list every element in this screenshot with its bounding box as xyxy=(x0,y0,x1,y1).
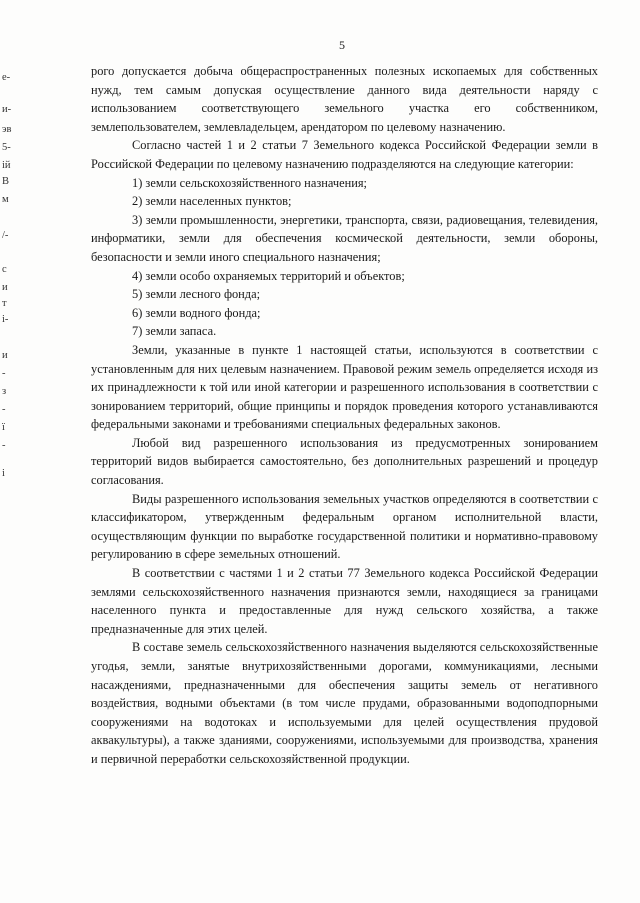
paragraph: Земли, указанные в пункте 1 настоящей статьи, используются в соответствии с установленным для них целевым назначением. Правовой режим земель определяется исходя из их принадлежности к той или иной категории и разрешенного использования в соответствии с зонированием территорий, общие принципы и порядок проведения которого устанавливаются федеральными законами и требованиями специальных федеральных законов. xyxy=(91,342,598,432)
list-item: 1) земли сельскохозяйственного назначения; xyxy=(132,175,367,190)
list-item: 3) земли промышленности, энергетики, транспорта, связи, радиовещания, телевидения, информатики, земли для обеспечения космической деятельности, земли обороны, безопасности и земли иного специального назначения; xyxy=(91,212,598,264)
margin-fragment: ій xyxy=(2,160,11,171)
margin-fragment: и xyxy=(2,350,8,361)
paragraph: Любой вид разрешенного использования из предусмотренных зонированием территорий видов выбирается самостоятельно, без дополнительных разрешений и процедур согласования. xyxy=(91,435,598,488)
body-text xyxy=(91,62,598,769)
margin-fragment: /- xyxy=(2,230,9,241)
margin-fragment: - xyxy=(2,440,6,451)
list-item: 4) земли особо охраняемых территорий и объектов; xyxy=(132,268,405,283)
margin-fragment: ї xyxy=(2,422,5,433)
margin-fragment: эв xyxy=(2,124,12,135)
margin-fragment: т xyxy=(2,298,7,309)
paragraph: Согласно частей 1 и 2 статьи 7 Земельного кодекса Российской Федерации земли в Российской Федерации по целевому назначению подразделяются на следующие категории: xyxy=(91,138,598,171)
margin-fragment: і xyxy=(2,468,5,479)
margin-fragment: В xyxy=(2,176,10,187)
paragraph: В составе земель сельскохозяйственного назначения выделяются сельскохозяйственные угодья, земли, занятые внутрихозяйственными дорогами, коммуникациями, лесными насаждениями, предназначенными для обеспечения защиты земель от негативного воздействия, водными объектами (в том числе прудами, образованными водоподпорными сооружениями на водотоках и используемыми для целей осуществления прудовой аквакультуры), а также зданиями, сооружениями, используемыми для производства, хранения и первичной переработки сельскохозяйственной продукции. xyxy=(91,640,598,766)
margin-fragment: - xyxy=(2,404,6,415)
margin-fragment: - xyxy=(2,368,6,379)
margin-fragment: 5- xyxy=(2,142,11,153)
page-number: 5 xyxy=(339,38,345,52)
list-item: 7) земли запаса. xyxy=(132,324,217,339)
margin-fragment: з xyxy=(2,386,7,397)
margin-fragment: е- xyxy=(2,72,11,83)
list-item: 6) земли водного фонда; xyxy=(132,305,261,320)
paragraph: рого допускается добыча общераспространенных полезных ископаемых для собственных нужд, тем самым допуская осуществление данного вида деятельности наряду с использованием соответствующего земельного участка его собственником, землепользователем, землевладельцем, арендатором по целевому назначению. xyxy=(91,64,598,134)
paragraph: Виды разрешенного использования земельных участков определяются в соответствии с классификатором, утвержденным федеральным органом исполнительной власти, осуществляющим функции по выработке государственной политики и нормативно-правовому регулированию в сфере земельных отношений. xyxy=(91,491,598,562)
margin-fragment: с xyxy=(2,264,7,275)
paragraph: В соответствии с частями 1 и 2 статьи 77 Земельного кодекса Российской Федерации землями сельскохозяйственного назначения признаются земли, находящиеся за границами населенного пункта и предоставленные для нужд сельского хозяйства, а также предназначенные для этих целей. xyxy=(91,566,598,636)
list-item: 5) земли лесного фонда; xyxy=(132,287,261,302)
margin-fragment: м xyxy=(2,194,9,205)
list-item: 2) земли населенных пунктов; xyxy=(132,194,292,209)
margin-fragment: и- xyxy=(2,104,12,115)
margin-fragment: и xyxy=(2,282,8,293)
margin-fragment: і- xyxy=(2,314,9,325)
